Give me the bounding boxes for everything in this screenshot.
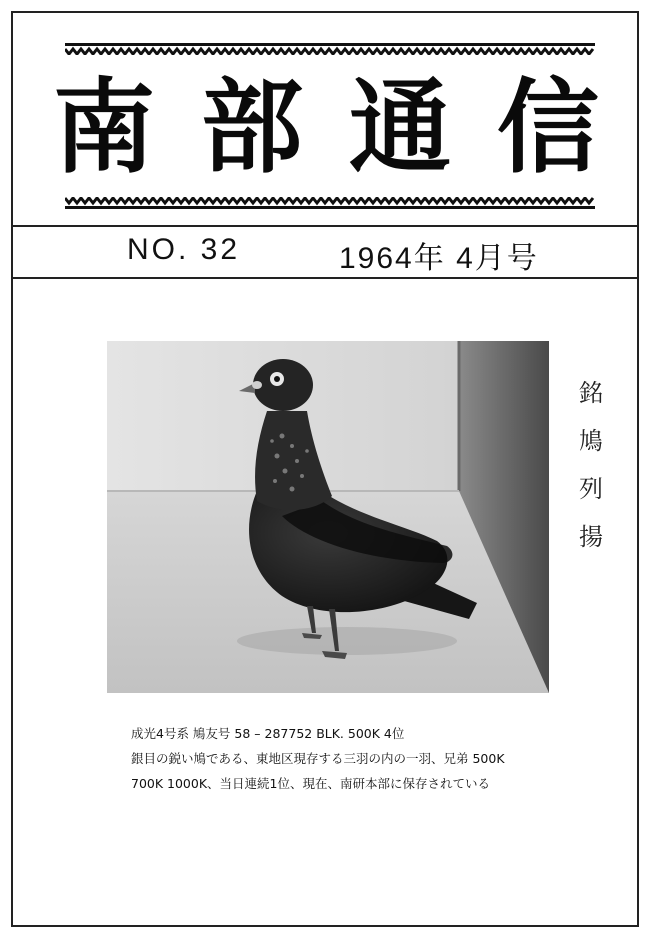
photo-caption xyxy=(131,721,621,796)
heading-char: 揚 xyxy=(579,523,603,551)
pigeon-photo xyxy=(107,341,549,693)
issue-date: 1964年 4月号 xyxy=(339,242,539,275)
title-char: 南 xyxy=(53,69,155,188)
zigzag-border-top xyxy=(65,43,595,55)
masthead xyxy=(13,13,637,227)
pigeon-illustration xyxy=(107,341,549,693)
title-char: 通 xyxy=(349,69,451,188)
heading-char: 鳩 xyxy=(579,427,603,455)
caption-line: 成光4号系 鳩友号 58 – 287752 BLK. 500K 4位 xyxy=(131,726,405,741)
feature-heading-vertical xyxy=(573,369,609,561)
caption-line: 700K 1000K、当日連続1位、現在、南研本部に保存されている xyxy=(131,776,490,791)
zigzag-border-bottom xyxy=(65,197,595,209)
caption-line: 銀目の鋭い鳩である、東地区現存する三羽の内の一羽、兄弟 500K xyxy=(131,751,505,766)
magazine-title xyxy=(53,69,599,189)
issue-bar xyxy=(13,225,637,279)
magazine-cover xyxy=(11,11,639,927)
title-char: 信 xyxy=(497,69,599,188)
title-char: 部 xyxy=(201,69,303,188)
issue-number: NO. 32 xyxy=(127,233,241,266)
heading-char: 列 xyxy=(579,475,603,503)
heading-char: 銘 xyxy=(579,379,603,407)
